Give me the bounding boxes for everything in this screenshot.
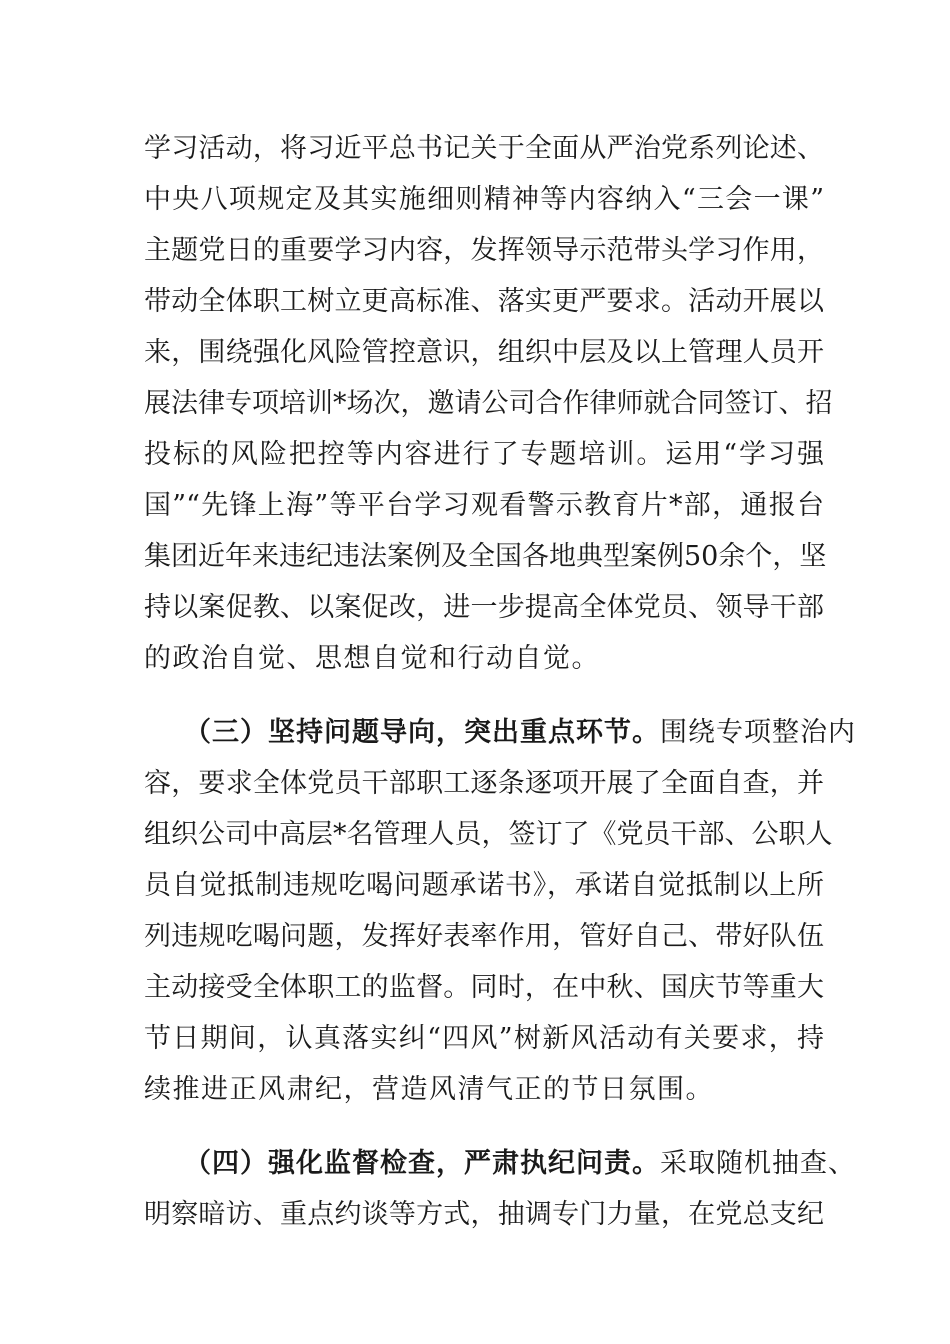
text-run: 采取随机抽查、 [660,1148,856,1179]
text-line: 带动全体职工树立更高标准、落实更严要求。活动开展以 [144,286,824,317]
text-line: 主题党日的重要学习内容，发挥领导示范带头学习作用， [144,235,824,266]
text-line: 节日期间，认真落实纠“四风”树新风活动有关要求，持 [144,1023,824,1054]
text-line: 明察暗访、重点约谈等方式，抽调专门力量，在党总支纪 [144,1199,824,1230]
text-line: 国”“先锋上海”等平台学习观看警示教育片*部，通报台 [144,490,824,521]
text-line: 来，围绕强化风险管控意识，组织中层及以上管理人员开 [144,337,824,368]
text-line: 员自觉抵制违规吃喝问题承诺书》，承诺自觉抵制以上所 [144,870,824,901]
text-run: 围绕专项整治内 [660,717,856,748]
paragraph-first-line [184,1144,856,1184]
text-line: 组织公司中高层*名管理人员，签订了《党员干部、公职人 [144,819,833,850]
text-line: 的政治自觉、思想自觉和行动自觉。 [144,643,600,674]
text-line: 持以案促教、以案促改，进一步提高全体党员、领导干部 [144,592,824,623]
text-line: 中央八项规定及其实施细则精神等内容纳入“三会一课” [144,184,824,215]
text-line: 列违规吃喝问题，发挥好表率作用，管好自己、带好队伍 [144,921,824,952]
text-line: 投标的风险把控等内容进行了专题培训。运用“学习强 [144,439,824,470]
section-heading: （四）强化监督检查，严肃执纪问责。 [184,1148,660,1179]
section-heading: （三）坚持问题导向，突出重点环节。 [184,717,660,748]
text-line: 展法律专项培训*场次，邀请公司合作律师就合同签订、招 [144,388,833,419]
paragraph-first-line [184,713,856,753]
text-line: 集团近年来违纪违法案例及全国各地典型案例50余个，坚 [144,541,827,572]
text-line: 续推进正风肃纪，营造风清气正的节日氛围。 [144,1074,714,1105]
text-line: 主动接受全体职工的监督。同时，在中秋、国庆节等重大 [144,972,824,1003]
text-line: 学习活动，将习近平总书记关于全面从严治党系列论述、 [144,133,824,164]
text-line: 容，要求全体党员干部职工逐条逐项开展了全面自查，并 [144,768,824,799]
